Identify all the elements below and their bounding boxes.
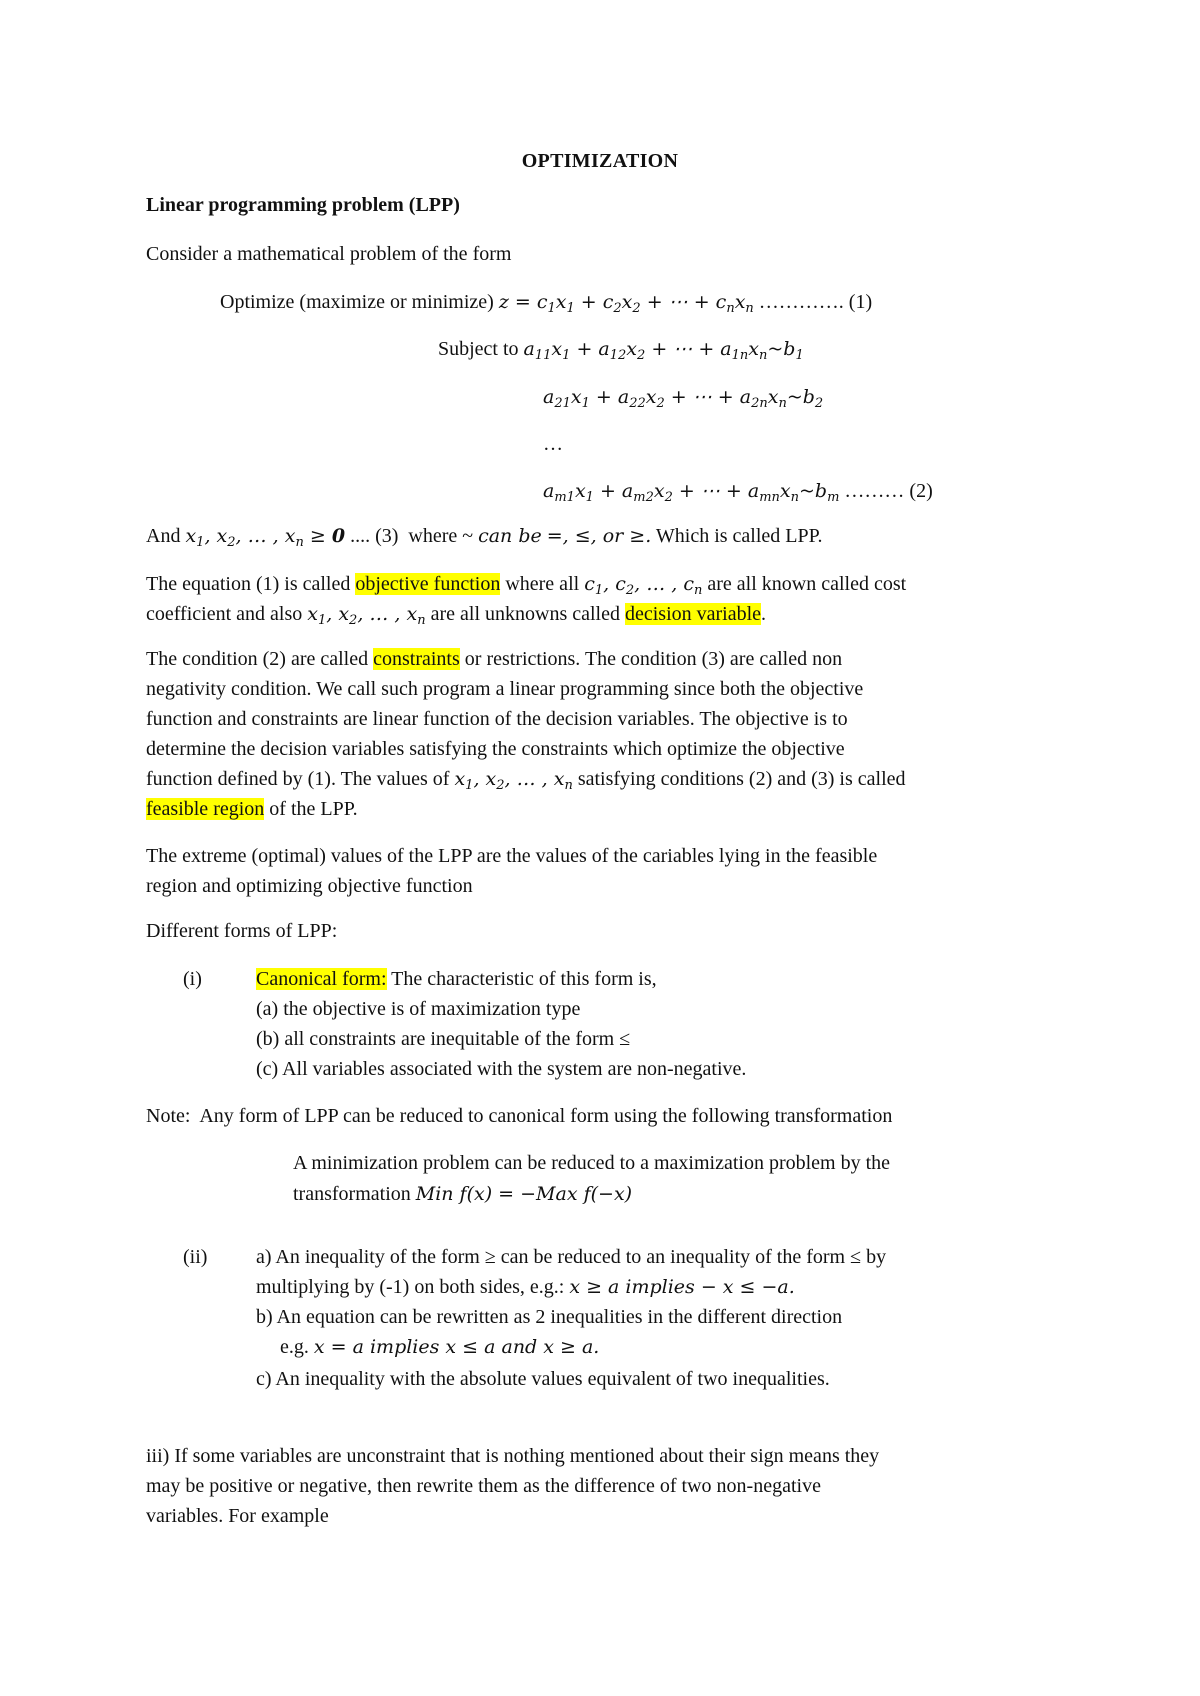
nonneg-can-be: can be bbox=[478, 525, 542, 547]
item-ii-a1: a) An inequality of the form ≥ can be reduced to an inequality of the form ≤ by bbox=[256, 1246, 887, 1268]
objective-formula: $z = c_1x_1 + c_2x_2$ + ⋯ + $c_nx_n$ bbox=[498, 291, 754, 316]
item-ii-a2-text: multiplying by (-1) on both sides, e.g.: bbox=[256, 1276, 565, 1298]
note-sub-line-1: A minimization problem can be reduced to a maximization problem by the bbox=[293, 1152, 891, 1174]
item-ii-b2-text: e.g. bbox=[280, 1336, 309, 1358]
constraint-formula-2: $a_{21}x_1 + a_{22}x_2$ + ⋯ + $a_{2n}x_n\sim b_2$ bbox=[543, 386, 824, 411]
p2-text-l5b: satisfying conditions (2) and (3) is called bbox=[577, 768, 906, 790]
item-i-a: (a) the objective is of maximization type bbox=[256, 998, 581, 1020]
note-formula: Min f(x) = −Max f(−x) bbox=[415, 1183, 633, 1205]
note-sub-line-2 bbox=[293, 1180, 632, 1208]
p1-text-a: The equation (1) is called bbox=[146, 573, 351, 595]
highlight-objective-function: objective function bbox=[355, 573, 501, 595]
highlight-constraints: constraints bbox=[373, 648, 460, 670]
item-i-text: The characteristic of this form is, bbox=[391, 968, 657, 990]
p2-formula-x: $x_1$, $x_2$, … , $x_n$ bbox=[454, 768, 573, 793]
paragraph-2-line-6 bbox=[146, 795, 358, 823]
constraint-formula-1: $a_{11}x_1 + a_{12}x_2$ + ⋯ + $a_{1n}x_n\sim b_1$ bbox=[523, 338, 804, 363]
paragraph-1-line-1 bbox=[146, 570, 906, 598]
item-ii-a2 bbox=[256, 1273, 795, 1301]
page-title: OPTIMIZATION bbox=[521, 150, 679, 172]
highlight-decision-variable: decision variable bbox=[624, 603, 762, 625]
nonneg-formula: $x_1$, $x_2$, … , $x_n \ge 0$ bbox=[185, 525, 346, 550]
item-i-b: (b) all constraints are inequitable of the form ≤ bbox=[256, 1028, 631, 1050]
constraint-ellipsis: … bbox=[543, 433, 563, 455]
p1-text-c: are all known called cost bbox=[707, 573, 907, 595]
paragraph-2-line-5 bbox=[146, 765, 906, 793]
item-ii-b2-formula: x = a implies x ≤ a and x ≥ a. bbox=[313, 1336, 600, 1358]
item-iii-line-1: iii) If some variables are unconstraint that is nothing mentioned about their sign means they bbox=[146, 1445, 880, 1467]
item-i-c: (c) All variables associated with the system are non-negative. bbox=[256, 1058, 747, 1080]
p1-formula-c: $c_1$, $c_2$, … , $c_n$ bbox=[584, 573, 703, 598]
nonneg-line bbox=[146, 522, 823, 550]
item-iii-line-3: variables. For example bbox=[146, 1505, 329, 1527]
nonneg-symbols: =, ≤, or ≥. bbox=[546, 525, 652, 547]
item-i-line bbox=[256, 965, 657, 993]
note-label: Note: bbox=[146, 1105, 191, 1127]
item-ii-number: (ii) bbox=[183, 1246, 208, 1268]
item-iii-line-2: may be positive or negative, then rewrite them as the difference of two non-negative bbox=[146, 1475, 821, 1497]
item-ii-b1: b) An equation can be rewritten as 2 inequalities in the different direction bbox=[256, 1306, 843, 1328]
nonneg-prefix: And bbox=[146, 525, 181, 547]
constraint-row-2 bbox=[543, 383, 823, 411]
paragraph-1-line-2 bbox=[146, 600, 766, 628]
p1-formula-x: $x_1$, $x_2$, … , $x_n$ bbox=[307, 603, 426, 628]
p2-text-a: The condition (2) are called bbox=[146, 648, 369, 670]
paragraph-2-line-2: negativity condition. We call such program a linear programming since both the objective bbox=[146, 678, 864, 700]
paragraph-3-line-1: The extreme (optimal) values of the LPP are the values of the cariables lying in the feasible bbox=[146, 845, 878, 867]
nonneg-suffix: Which is called LPP. bbox=[655, 525, 823, 547]
item-i-number: (i) bbox=[183, 968, 202, 990]
equation-tag-2: ……… (2) bbox=[844, 480, 933, 502]
p1-text-f: . bbox=[761, 603, 767, 625]
forms-heading: Different forms of LPP: bbox=[146, 920, 338, 942]
section-heading: Linear programming problem (LPP) bbox=[146, 194, 460, 216]
constraint-formula-m: $a_{m1}x_1 + a_{m2}x_2$ + ⋯ + $a_{mn}x_n\sim b_m$ bbox=[543, 480, 840, 505]
p1-text-e: are all unknowns called bbox=[430, 603, 620, 625]
nonneg-where: where ~ bbox=[408, 525, 474, 547]
constraint-row-1 bbox=[438, 335, 804, 363]
paragraph-2-line-3: function and constraints are linear function of the decision variables. The objective is to bbox=[146, 708, 848, 730]
equation-tag-1: …………. (1) bbox=[758, 291, 873, 313]
p1-text-d: coefficient and also bbox=[146, 603, 303, 625]
subject-to-label: Subject to bbox=[438, 338, 519, 360]
highlight-feasible-region: feasible region bbox=[146, 798, 265, 820]
note-line bbox=[146, 1102, 892, 1130]
equation-tag-3: .... (3) bbox=[350, 525, 399, 547]
objective-equation bbox=[220, 288, 872, 316]
p2-text-l5a: function defined by (1). The values of bbox=[146, 768, 450, 790]
paragraph-3-line-2: region and optimizing objective function bbox=[146, 875, 473, 897]
paragraph-2-line-4: determine the decision variables satisfying the constraints which optimize the objective bbox=[146, 738, 845, 760]
p2-text-l6: of the LPP. bbox=[269, 798, 358, 820]
item-ii-a2-formula: x ≥ a implies − x ≤ −a. bbox=[569, 1276, 795, 1298]
p1-text-b: where all bbox=[505, 573, 580, 595]
item-ii-b2 bbox=[280, 1333, 599, 1361]
intro-text: Consider a mathematical problem of the form bbox=[146, 243, 512, 265]
paragraph-2-line-1 bbox=[146, 645, 842, 673]
highlight-canonical-form: Canonical form: bbox=[256, 968, 387, 990]
item-ii-c: c) An inequality with the absolute values equivalent of two inequalities. bbox=[256, 1368, 830, 1390]
constraint-row-m bbox=[543, 477, 933, 505]
p2-text-b: or restrictions. The condition (3) are called non bbox=[464, 648, 843, 670]
objective-prefix: Optimize (maximize or minimize) bbox=[220, 291, 494, 313]
note-sub2-text: transformation bbox=[293, 1183, 411, 1205]
note-text: Any form of LPP can be reduced to canonical form using the following transformation bbox=[199, 1105, 893, 1127]
